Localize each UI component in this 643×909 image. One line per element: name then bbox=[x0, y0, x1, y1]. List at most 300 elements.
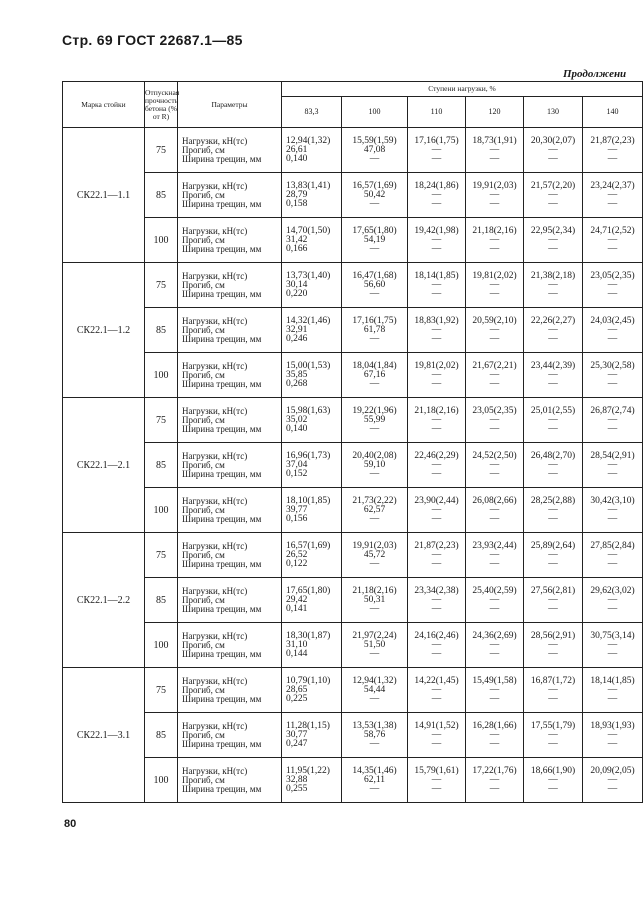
value-text: 13,83(1,41) bbox=[286, 180, 331, 191]
dash-mark: — bbox=[548, 774, 558, 785]
value-cell-stage bbox=[466, 218, 524, 263]
params-cell bbox=[178, 353, 282, 398]
table-row bbox=[63, 578, 643, 623]
value-text: 58,76 bbox=[363, 729, 386, 740]
value-text: 15,59(1,59) bbox=[352, 135, 397, 146]
table-row bbox=[63, 713, 643, 758]
dash-mark: — bbox=[548, 513, 558, 524]
dash-mark: — bbox=[607, 198, 618, 209]
value-text: 13,53(1,38) bbox=[352, 720, 397, 731]
stage-header: 140 bbox=[583, 97, 643, 128]
param-label: Нагрузки, кН(тс) bbox=[182, 405, 248, 416]
params-cell bbox=[178, 578, 282, 623]
value-cell-stage bbox=[408, 218, 466, 263]
param-label: Нагрузки, кН(тс) bbox=[182, 270, 248, 281]
table-row bbox=[63, 353, 643, 398]
value-text: 0,144 bbox=[286, 648, 308, 659]
dash-mark: — bbox=[607, 549, 618, 560]
value-text: 45,72 bbox=[363, 549, 386, 560]
params-cell bbox=[178, 218, 282, 263]
value-text: 24,16(2,46) bbox=[414, 630, 459, 641]
value-cell-100 bbox=[342, 353, 408, 398]
dash-mark: — bbox=[607, 189, 618, 200]
value-cell-stage bbox=[466, 443, 524, 488]
value-text: 17,65(1,80) bbox=[286, 585, 331, 596]
dash-mark: — bbox=[489, 648, 500, 659]
param-label: Ширина трещин, мм bbox=[182, 243, 262, 254]
dash-mark: — bbox=[431, 189, 442, 200]
value-text: 47,08 bbox=[363, 144, 386, 155]
value-cell-100 bbox=[342, 623, 408, 668]
value-cell-100 bbox=[342, 578, 408, 623]
value-text: 16,57(1,69) bbox=[352, 180, 397, 191]
value-text: 24,36(2,69) bbox=[472, 630, 517, 641]
dash-mark: — bbox=[548, 603, 558, 614]
dash-mark: — bbox=[607, 693, 618, 704]
value-text: 39,77 bbox=[286, 504, 308, 515]
dash-mark: — bbox=[489, 684, 500, 695]
params-cell bbox=[178, 713, 282, 758]
value-cell-stage bbox=[466, 668, 524, 713]
dash-mark: — bbox=[369, 783, 380, 794]
param-label: Ширина трещин, мм bbox=[182, 153, 262, 164]
value-cell-stage bbox=[583, 758, 643, 803]
value-cell-stage bbox=[583, 713, 643, 758]
value-cell-stage bbox=[466, 263, 524, 308]
strength-cell: 85 bbox=[145, 578, 178, 623]
dash-mark: — bbox=[548, 648, 558, 659]
value-cell-100 bbox=[342, 443, 408, 488]
dash-mark: — bbox=[431, 549, 442, 560]
dash-mark: — bbox=[607, 603, 618, 614]
strength-cell: 85 bbox=[145, 173, 178, 218]
value-text: 29,42 bbox=[286, 594, 308, 605]
dash-mark: — bbox=[489, 513, 500, 524]
dash-mark: — bbox=[489, 414, 500, 425]
value-text: 32,91 bbox=[286, 324, 308, 335]
param-label: Прогиб, см bbox=[182, 414, 225, 425]
value-cell-stage bbox=[583, 263, 643, 308]
dash-mark: — bbox=[431, 144, 442, 155]
dash-mark: — bbox=[548, 369, 558, 380]
dash-mark: — bbox=[431, 243, 442, 254]
value-text: 12,94(1,32) bbox=[286, 135, 331, 146]
value-text: 30,75(3,14) bbox=[590, 630, 635, 641]
dash-mark: — bbox=[489, 738, 500, 749]
value-cell-stage bbox=[466, 578, 524, 623]
param-label: Ширина трещин, мм bbox=[182, 423, 262, 434]
value-text: 11,95(1,22) bbox=[286, 765, 330, 776]
value-cell-stage bbox=[583, 578, 643, 623]
strength-cell: 85 bbox=[145, 443, 178, 488]
value-text: 23,05(2,35) bbox=[472, 405, 517, 416]
value-text: 20,09(2,05) bbox=[590, 765, 635, 776]
params-cell bbox=[178, 533, 282, 578]
value-text: 37,04 bbox=[286, 459, 308, 470]
value-cell-83 bbox=[282, 353, 342, 398]
param-label: Нагрузки, кН(тс) bbox=[182, 135, 248, 146]
value-text: 0,246 bbox=[286, 333, 308, 344]
value-cell-stage bbox=[466, 173, 524, 218]
dash-mark: — bbox=[431, 153, 442, 164]
stage-header: 120 bbox=[466, 97, 524, 128]
dash-mark: — bbox=[431, 423, 442, 434]
dash-mark: — bbox=[431, 684, 442, 695]
value-text: 18,14(1,85) bbox=[414, 270, 459, 281]
column-header-stages: Ступени нагрузки, % bbox=[282, 82, 643, 97]
dash-mark: — bbox=[489, 423, 500, 434]
value-text: 23,34(2,38) bbox=[414, 585, 459, 596]
value-text: 0,122 bbox=[286, 558, 308, 569]
value-cell-stage bbox=[583, 218, 643, 263]
dash-mark: — bbox=[548, 459, 558, 470]
params-cell bbox=[178, 443, 282, 488]
params-cell bbox=[178, 398, 282, 443]
value-text: 61,78 bbox=[363, 324, 386, 335]
value-cell-83 bbox=[282, 128, 342, 173]
dash-mark: — bbox=[548, 144, 558, 155]
dash-mark: — bbox=[431, 198, 442, 209]
value-cell-stage bbox=[466, 398, 524, 443]
value-cell-stage bbox=[466, 758, 524, 803]
value-text: 21,38(2,18) bbox=[530, 270, 576, 281]
value-text: 22,26(2,27) bbox=[530, 315, 576, 326]
dash-mark: — bbox=[548, 324, 558, 335]
value-text: 23,93(2,44) bbox=[472, 540, 517, 551]
dash-mark: — bbox=[431, 513, 442, 524]
param-label: Ширина трещин, мм bbox=[182, 648, 262, 659]
params-cell bbox=[178, 308, 282, 353]
value-cell-stage bbox=[524, 308, 583, 353]
dash-mark: — bbox=[431, 333, 442, 344]
params-cell bbox=[178, 128, 282, 173]
value-text: 17,55(1,79) bbox=[530, 720, 576, 731]
column-header-params: Параметры bbox=[178, 82, 282, 128]
value-text: 14,91(1,52) bbox=[414, 720, 459, 731]
value-text: 16,47(1,68) bbox=[352, 270, 397, 281]
value-text: 28,56(2,91) bbox=[530, 630, 576, 641]
param-label: Прогиб, см bbox=[182, 279, 225, 290]
value-text: 17,65(1,80) bbox=[352, 225, 397, 236]
value-cell-stage bbox=[408, 488, 466, 533]
value-cell-stage bbox=[524, 578, 583, 623]
dash-mark: — bbox=[369, 738, 380, 749]
dash-mark: — bbox=[607, 369, 618, 380]
param-label: Прогиб, см bbox=[182, 729, 225, 740]
value-text: 26,52 bbox=[286, 549, 308, 560]
dash-mark: — bbox=[548, 639, 558, 650]
dash-mark: — bbox=[369, 198, 380, 209]
param-label: Нагрузки, кН(тс) bbox=[182, 225, 248, 236]
value-cell-stage bbox=[583, 443, 643, 488]
value-cell-100 bbox=[342, 398, 408, 443]
strength-cell: 100 bbox=[145, 218, 178, 263]
value-cell-stage bbox=[408, 443, 466, 488]
value-text: 27,56(2,81) bbox=[530, 585, 576, 596]
value-text: 0,140 bbox=[286, 153, 308, 164]
value-cell-stage bbox=[583, 173, 643, 218]
value-cell-stage bbox=[583, 533, 643, 578]
dash-mark: — bbox=[607, 288, 618, 299]
dash-mark: — bbox=[548, 738, 558, 749]
value-text: 19,81(2,02) bbox=[414, 360, 459, 371]
value-cell-stage bbox=[408, 353, 466, 398]
dash-mark: — bbox=[548, 558, 558, 569]
param-label: Прогиб, см bbox=[182, 189, 225, 200]
param-label: Ширина трещин, мм bbox=[182, 198, 262, 209]
dash-mark: — bbox=[489, 459, 500, 470]
value-cell-stage bbox=[583, 353, 643, 398]
strength-cell: 100 bbox=[145, 623, 178, 668]
table-row bbox=[63, 758, 643, 803]
value-cell-83 bbox=[282, 578, 342, 623]
value-cell-100 bbox=[342, 263, 408, 308]
value-cell-100 bbox=[342, 713, 408, 758]
value-cell-stage bbox=[408, 128, 466, 173]
value-text: 13,73(1,40) bbox=[286, 270, 331, 281]
value-cell-stage bbox=[408, 623, 466, 668]
value-text: 0,152 bbox=[286, 468, 308, 479]
param-label: Прогиб, см bbox=[182, 549, 225, 560]
dash-mark: — bbox=[607, 639, 618, 650]
strength-cell: 75 bbox=[145, 263, 178, 308]
value-text: 27,85(2,84) bbox=[590, 540, 635, 551]
dash-mark: — bbox=[431, 639, 442, 650]
value-cell-stage bbox=[524, 533, 583, 578]
dash-mark: — bbox=[489, 504, 500, 515]
dash-mark: — bbox=[607, 594, 618, 605]
strength-cell: 75 bbox=[145, 398, 178, 443]
value-cell-stage bbox=[524, 758, 583, 803]
value-cell-83 bbox=[282, 443, 342, 488]
param-label: Ширина трещин, мм bbox=[182, 513, 262, 524]
value-cell-stage bbox=[524, 398, 583, 443]
param-label: Ширина трещин, мм bbox=[182, 378, 262, 389]
param-label: Нагрузки, кН(тс) bbox=[182, 630, 248, 641]
mark-cell: СК22.1—1.2 bbox=[63, 263, 145, 398]
value-cell-stage bbox=[408, 668, 466, 713]
value-cell-83 bbox=[282, 533, 342, 578]
value-text: 17,22(1,76) bbox=[472, 765, 517, 776]
params-cell bbox=[178, 758, 282, 803]
dash-mark: — bbox=[431, 234, 442, 245]
value-text: 19,22(1,96) bbox=[352, 405, 397, 416]
value-text: 17,16(1,75) bbox=[352, 315, 397, 326]
dash-mark: — bbox=[607, 414, 618, 425]
value-text: 50,42 bbox=[363, 189, 386, 200]
dash-mark: — bbox=[431, 369, 442, 380]
value-text: 0,247 bbox=[286, 738, 308, 749]
value-text: 0,268 bbox=[286, 378, 308, 389]
param-label: Прогиб, см bbox=[182, 684, 225, 695]
value-text: 14,35(1,46) bbox=[352, 765, 397, 776]
value-text: 24,03(2,45) bbox=[590, 315, 635, 326]
value-text: 25,89(2,64) bbox=[530, 540, 576, 551]
strength-cell: 85 bbox=[145, 308, 178, 353]
value-text: 25,40(2,59) bbox=[472, 585, 517, 596]
param-label: Нагрузки, кН(тс) bbox=[182, 360, 248, 371]
value-cell-stage bbox=[466, 308, 524, 353]
strength-cell: 75 bbox=[145, 533, 178, 578]
value-text: 25,30(2,58) bbox=[590, 360, 635, 371]
value-text: 35,02 bbox=[286, 414, 308, 425]
dash-mark: — bbox=[489, 198, 500, 209]
param-label: Нагрузки, кН(тс) bbox=[182, 675, 248, 686]
dash-mark: — bbox=[431, 558, 442, 569]
stage-header: 100 bbox=[342, 97, 408, 128]
dash-mark: — bbox=[548, 729, 558, 740]
dash-mark: — bbox=[607, 504, 618, 515]
dash-mark: — bbox=[607, 423, 618, 434]
param-label: Нагрузки, кН(тс) bbox=[182, 315, 248, 326]
param-label: Прогиб, см bbox=[182, 504, 225, 515]
value-cell-83 bbox=[282, 218, 342, 263]
value-text: 10,79(1,10) bbox=[286, 675, 331, 686]
param-label: Нагрузки, кН(тс) bbox=[182, 180, 248, 191]
value-text: 20,30(2,07) bbox=[530, 135, 576, 146]
value-text: 0,220 bbox=[286, 288, 308, 299]
value-text: 21,18(2,16) bbox=[352, 585, 397, 596]
value-text: 30,77 bbox=[286, 729, 308, 740]
value-cell-stage bbox=[524, 263, 583, 308]
value-text: 26,61 bbox=[286, 144, 308, 155]
dash-mark: — bbox=[369, 288, 380, 299]
table-row bbox=[63, 533, 643, 578]
table-row bbox=[63, 668, 643, 713]
strength-cell: 75 bbox=[145, 668, 178, 713]
value-text: 21,57(2,20) bbox=[530, 180, 576, 191]
table-row bbox=[63, 623, 643, 668]
value-text: 0,140 bbox=[286, 423, 308, 434]
param-label: Прогиб, см bbox=[182, 594, 225, 605]
param-label: Ширина трещин, мм bbox=[182, 333, 262, 344]
value-text: 16,87(1,72) bbox=[530, 675, 576, 686]
value-text: 21,73(2,22) bbox=[352, 495, 397, 506]
value-text: 19,42(1,98) bbox=[414, 225, 459, 236]
dash-mark: — bbox=[607, 234, 618, 245]
value-text: 16,96(1,73) bbox=[286, 450, 331, 461]
dash-mark: — bbox=[548, 234, 558, 245]
param-label: Нагрузки, кН(тс) bbox=[182, 765, 248, 776]
page-header: Стр. 69 ГОСТ 22687.1—85 bbox=[62, 32, 243, 48]
dash-mark: — bbox=[548, 504, 558, 515]
value-text: 32,88 bbox=[286, 774, 308, 785]
value-text: 55,99 bbox=[363, 414, 386, 425]
value-text: 23,90(2,44) bbox=[414, 495, 459, 506]
value-cell-83 bbox=[282, 758, 342, 803]
value-text: 0,255 bbox=[286, 783, 308, 794]
param-label: Ширина трещин, мм bbox=[182, 783, 262, 794]
value-text: 11,28(1,15) bbox=[286, 720, 330, 731]
dash-mark: — bbox=[369, 693, 380, 704]
dash-mark: — bbox=[489, 234, 500, 245]
dash-mark: — bbox=[607, 468, 618, 479]
dash-mark: — bbox=[607, 684, 618, 695]
mark-cell: СК22.1—1.1 bbox=[63, 128, 145, 263]
dash-mark: — bbox=[431, 324, 442, 335]
param-label: Прогиб, см bbox=[182, 774, 225, 785]
value-text: 24,71(2,52) bbox=[590, 225, 635, 236]
dash-mark: — bbox=[431, 783, 442, 794]
value-text: 20,40(2,08) bbox=[352, 450, 397, 461]
value-text: 24,52(2,50) bbox=[472, 450, 517, 461]
value-cell-stage bbox=[524, 623, 583, 668]
value-text: 14,22(1,45) bbox=[414, 675, 459, 686]
dash-mark: — bbox=[431, 504, 442, 515]
dash-mark: — bbox=[369, 243, 380, 254]
value-cell-stage bbox=[408, 758, 466, 803]
page-number: 80 bbox=[64, 818, 77, 830]
params-cell bbox=[178, 263, 282, 308]
dash-mark: — bbox=[548, 549, 558, 560]
value-cell-83 bbox=[282, 623, 342, 668]
param-label: Ширина трещин, мм bbox=[182, 693, 262, 704]
dash-mark: — bbox=[489, 378, 500, 389]
dash-mark: — bbox=[489, 243, 500, 254]
param-label: Ширина трещин, мм bbox=[182, 738, 262, 749]
value-cell-100 bbox=[342, 128, 408, 173]
dash-mark: — bbox=[489, 549, 500, 560]
dash-mark: — bbox=[548, 189, 558, 200]
value-cell-stage bbox=[408, 308, 466, 353]
value-text: 18,83(1,92) bbox=[414, 315, 459, 326]
value-cell-stage bbox=[583, 623, 643, 668]
value-text: 0,166 bbox=[286, 243, 308, 254]
value-text: 54,44 bbox=[363, 684, 386, 695]
dash-mark: — bbox=[431, 378, 442, 389]
table-row bbox=[63, 488, 643, 533]
table-row bbox=[63, 173, 643, 218]
value-cell-stage bbox=[408, 263, 466, 308]
value-text: 29,62(3,02) bbox=[590, 585, 635, 596]
value-text: 26,48(2,70) bbox=[530, 450, 576, 461]
dash-mark: — bbox=[369, 648, 380, 659]
strength-cell: 85 bbox=[145, 713, 178, 758]
dash-mark: — bbox=[489, 189, 500, 200]
value-cell-100 bbox=[342, 218, 408, 263]
dash-mark: — bbox=[431, 288, 442, 299]
dash-mark: — bbox=[607, 513, 618, 524]
dash-mark: — bbox=[489, 729, 500, 740]
value-text: 59,10 bbox=[363, 459, 386, 470]
value-text: 51,50 bbox=[363, 639, 386, 650]
dash-mark: — bbox=[548, 243, 558, 254]
value-text: 18,24(1,86) bbox=[414, 180, 459, 191]
value-text: 23,44(2,39) bbox=[530, 360, 576, 371]
value-cell-stage bbox=[466, 353, 524, 398]
dash-mark: — bbox=[431, 729, 442, 740]
stage-header: 110 bbox=[408, 97, 466, 128]
dash-mark: — bbox=[431, 648, 442, 659]
value-text: 15,49(1,58) bbox=[472, 675, 517, 686]
param-label: Нагрузки, кН(тс) bbox=[182, 495, 248, 506]
dash-mark: — bbox=[548, 423, 558, 434]
dash-mark: — bbox=[489, 603, 500, 614]
value-text: 0,141 bbox=[286, 603, 308, 614]
dash-mark: — bbox=[489, 774, 500, 785]
value-text: 62,11 bbox=[363, 774, 386, 785]
dash-mark: — bbox=[548, 594, 558, 605]
dash-mark: — bbox=[489, 693, 500, 704]
dash-mark: — bbox=[489, 639, 500, 650]
value-cell-stage bbox=[524, 713, 583, 758]
dash-mark: — bbox=[431, 459, 442, 470]
dash-mark: — bbox=[431, 414, 442, 425]
dash-mark: — bbox=[369, 423, 380, 434]
param-label: Прогиб, см bbox=[182, 324, 225, 335]
value-text: 0,158 bbox=[286, 198, 308, 209]
value-text: 16,57(1,69) bbox=[286, 540, 331, 551]
